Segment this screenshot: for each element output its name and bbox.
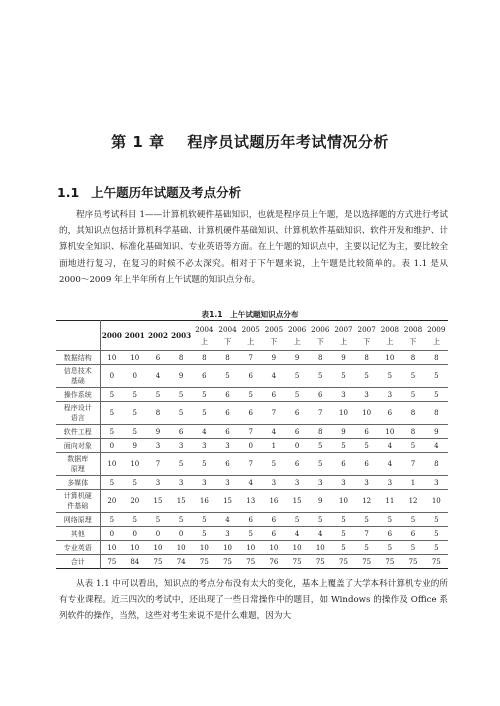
row-label	[56, 439, 100, 453]
table-cell: 8	[401, 402, 424, 425]
table-cell: 7	[239, 351, 262, 365]
table-cell: 5	[425, 541, 448, 555]
table-row	[56, 513, 448, 527]
header-half: 上	[200, 336, 208, 346]
row-label	[56, 513, 100, 527]
table-cell: 15	[286, 490, 309, 513]
table-cell: 10	[286, 541, 309, 555]
table-cell: 5	[123, 425, 146, 439]
table-cell: 5	[193, 388, 216, 402]
header-half: 上	[293, 336, 301, 346]
table-cell: 0	[123, 527, 146, 541]
table-cell: 6	[309, 388, 332, 402]
table-cell: 9	[286, 351, 309, 365]
row-label	[56, 555, 100, 569]
table-cell: 6	[216, 453, 239, 476]
table-row	[56, 476, 448, 490]
table-cell: 5	[286, 365, 309, 388]
header-half: 下	[316, 336, 324, 346]
table-cell: 4	[309, 527, 332, 541]
header-year: 2001	[124, 330, 145, 340]
row-label-line: 程序设计	[63, 404, 92, 412]
table-cell: 10	[123, 351, 146, 365]
table-cell: 5	[170, 513, 193, 527]
table-cell: 7	[401, 453, 424, 476]
table-cell: 8	[146, 402, 169, 425]
table-cell: 10	[425, 490, 448, 513]
table-cell: 16	[262, 490, 285, 513]
row-label-line: 专业英语	[63, 543, 92, 552]
row-label-line: 数据库	[67, 455, 89, 463]
table-cell: 8	[170, 351, 193, 365]
table-cell: 6	[286, 402, 309, 425]
row-label-line: 操作系统	[63, 390, 92, 399]
table-row	[56, 402, 448, 425]
table-cell: 5	[425, 388, 448, 402]
table-cell: 5	[170, 453, 193, 476]
table-cell: 9	[332, 425, 355, 439]
table-cell: 4	[262, 365, 285, 388]
row-label	[56, 490, 100, 513]
header-half: 上	[432, 336, 440, 346]
table-cell: 5	[100, 425, 123, 439]
table-cell: 6	[355, 425, 378, 439]
row-label-line: 网络原理	[63, 515, 92, 524]
table-cell: 75	[315, 557, 325, 566]
table-cell: 10	[193, 541, 216, 555]
table-cell: 5	[309, 439, 332, 453]
table-cell: 3	[332, 388, 355, 402]
table-row	[56, 555, 448, 569]
table-cell: 3	[286, 476, 309, 490]
table-cell: 5	[401, 541, 424, 555]
chapter-title: 程序员试题历年考试情况分析	[187, 133, 389, 151]
table-cell: 3	[193, 476, 216, 490]
header-half: 上	[386, 336, 394, 346]
table-cell: 15	[146, 490, 169, 513]
table-cell: 1	[262, 439, 285, 453]
table-cell: 6	[146, 351, 169, 365]
table-cell: 5	[286, 388, 309, 402]
table-cell: 4	[378, 439, 401, 453]
table-cell: 74	[176, 557, 186, 566]
table-cell: 4	[216, 513, 239, 527]
chapter-heading	[0, 131, 500, 152]
table-cell: 3	[216, 439, 239, 453]
table-cell: 5	[262, 453, 285, 476]
table-header-cell	[286, 321, 309, 351]
table-cell: 7	[262, 402, 285, 425]
table-cell: 5	[193, 513, 216, 527]
table-cell: 8	[401, 425, 424, 439]
row-label	[56, 365, 100, 388]
table-cell: 5	[425, 527, 448, 541]
header-half: 下	[270, 336, 278, 346]
table-header-cell	[123, 321, 146, 351]
table-cell: 8	[401, 351, 424, 365]
table-cell: 5	[193, 527, 216, 541]
row-label-line: 信息技术	[63, 367, 92, 375]
row-label-line: 原理	[70, 465, 85, 473]
table-cell: 5	[401, 365, 424, 388]
table-cell: 6	[262, 527, 285, 541]
table-cell: 3	[378, 476, 401, 490]
table-cell: 0	[123, 365, 146, 388]
table-cell: 3	[309, 476, 332, 490]
header-year: 2002	[147, 330, 168, 340]
row-label	[56, 388, 100, 402]
header-half: 上	[339, 336, 348, 346]
table-header-cell	[332, 321, 355, 351]
table-cell: 5	[355, 365, 378, 388]
table-cell: 0	[170, 527, 193, 541]
table-cell: 5	[401, 439, 424, 453]
table-cell: 9	[309, 490, 332, 513]
row-label	[56, 541, 100, 555]
header-year: 2008	[380, 324, 399, 334]
table-cell: 5	[286, 513, 309, 527]
table-cell: 75	[339, 557, 348, 566]
table-cell: 76	[269, 557, 279, 566]
table-cell: 6	[286, 425, 309, 439]
table-cell: 9	[425, 425, 448, 439]
table-cell: 9	[262, 351, 285, 365]
table-cell: 75	[431, 557, 441, 566]
row-label-line: 基础	[70, 377, 85, 385]
header-half: 下	[363, 336, 371, 346]
table-cell: 3	[216, 476, 239, 490]
table-header-cell	[401, 321, 424, 351]
table-cell: 9	[146, 425, 169, 439]
table-cell: 5	[193, 453, 216, 476]
table-cell: 8	[425, 402, 448, 425]
table-cell: 75	[292, 557, 302, 566]
table-cell: 5	[332, 439, 355, 453]
table-cell: 20	[123, 490, 146, 513]
table-cell: 3	[146, 476, 169, 490]
row-label	[56, 402, 100, 425]
row-label-line: 语言	[70, 414, 85, 422]
header-half: 下	[223, 336, 232, 346]
table-cell: 5	[425, 513, 448, 527]
table-cell: 3	[332, 476, 355, 490]
row-label	[56, 351, 100, 365]
table-cell: 11	[378, 490, 401, 513]
table-cell: 10	[239, 541, 262, 555]
table-header-cell	[425, 321, 448, 351]
table-cell: 6	[355, 453, 378, 476]
table-cell: 5	[100, 513, 123, 527]
table-cell: 10	[378, 425, 401, 439]
table-cell: 5	[146, 388, 169, 402]
table-cell: 75	[199, 557, 209, 566]
table-cell: 10	[309, 541, 332, 555]
table-cell: 75	[385, 557, 395, 566]
table-cell: 5	[378, 513, 401, 527]
table-cell: 3	[262, 476, 285, 490]
table-cell: 3	[355, 476, 378, 490]
table-cell: 16	[193, 490, 216, 513]
table-cell: 5	[123, 476, 146, 490]
header-year: 2006	[287, 324, 307, 334]
table-cell: 5	[309, 365, 332, 388]
table-cell: 3	[216, 527, 239, 541]
table-cell: 8	[216, 351, 239, 365]
table-cell: 5	[332, 365, 355, 388]
table-cell: 5	[401, 388, 424, 402]
table-cell: 5	[355, 541, 378, 555]
table-cell: 5	[100, 476, 123, 490]
table-cell: 5	[309, 513, 332, 527]
table-header-cell	[216, 321, 239, 351]
header-year: 2009	[427, 324, 446, 334]
table-cell: 0	[100, 365, 123, 388]
table-cell: 8	[425, 453, 448, 476]
table-cell: 6	[193, 365, 216, 388]
table-cell: 4	[146, 365, 169, 388]
table-cell: 5	[355, 513, 378, 527]
section-heading	[57, 183, 241, 201]
row-label	[56, 425, 100, 439]
table-cell: 15	[170, 490, 193, 513]
header-half: 上	[247, 336, 255, 346]
table-header-cell	[146, 321, 169, 351]
row-label-line: 数据结构	[63, 353, 92, 362]
table-cell: 6	[332, 453, 355, 476]
table-cell: 6	[239, 402, 262, 425]
table-cell: 10	[123, 453, 146, 476]
table-cell: 4	[286, 527, 309, 541]
section-number: 1.1	[57, 185, 80, 200]
table-cell: 5	[146, 513, 169, 527]
header-year: 2007	[334, 324, 353, 334]
table-cell: 1	[401, 476, 424, 490]
table-cell: 9	[332, 351, 355, 365]
table-cell: 15	[216, 490, 239, 513]
table-cell: 4	[378, 453, 401, 476]
header-year: 2007	[357, 324, 376, 334]
table-cell: 6	[378, 527, 401, 541]
table-header-cell	[309, 321, 332, 351]
table-row	[56, 365, 448, 388]
table-cell: 6	[216, 425, 239, 439]
header-year: 2006	[311, 324, 330, 334]
table-cell: 6	[239, 365, 262, 388]
table-cell: 7	[355, 527, 378, 541]
section-title: 上午题历年试题及考点分析	[91, 185, 242, 200]
table-cell: 5	[401, 513, 424, 527]
row-label-line: 软件工程	[63, 427, 92, 436]
table-cell: 5	[170, 402, 193, 425]
row-label-line: 件基础	[67, 502, 89, 510]
intro-paragraph: 程序员考试科目 1——计算机软硬件基础知识，也就是程序员上午题，是以选择题的方式进行考试的，其知识点包括计算机科学基础、计算机硬件基础知识、计算机软件基础知识、软件开发和维护、计算机安全知识、标准化基础知识、专业英语等方面。在上午题的知识点中，主要以记忆为主，要比较全面地进行复习，在复习的时候不必太深究。相对于下午题来说，上午题是比较简单的。表 1.1 是从 2000～2009 年上半年所有上午试题的知识点分布。	[59, 210, 448, 285]
table-header-cell	[378, 321, 401, 351]
table-cell: 12	[401, 490, 424, 513]
table-cell: 10	[123, 541, 146, 555]
table-cell: 10	[170, 541, 193, 555]
table-header-cell	[239, 321, 262, 351]
table-cell: 4	[239, 476, 262, 490]
table-cell: 6	[262, 513, 285, 527]
table-cell: 3	[170, 439, 193, 453]
row-label	[56, 453, 100, 476]
table-cell: 5	[123, 402, 146, 425]
table-cell: 5	[378, 541, 401, 555]
table-cell: 5	[332, 541, 355, 555]
header-year: 2000	[101, 330, 122, 340]
table-cell: 0	[146, 527, 169, 541]
table-cell: 4	[262, 425, 285, 439]
table-cell: 75	[223, 557, 232, 566]
table-row	[56, 439, 448, 453]
table-cell: 5	[425, 365, 448, 388]
table-cell: 3	[170, 476, 193, 490]
table-cell: 8	[355, 351, 378, 365]
table-cell: 3	[355, 388, 378, 402]
table-header-cell	[100, 321, 123, 351]
header-year: 2004	[218, 324, 237, 334]
table-cell: 12	[355, 490, 378, 513]
table-cell: 10	[100, 541, 123, 555]
table-cell: 6	[401, 527, 424, 541]
table-row	[56, 425, 448, 439]
table-cell: 10	[355, 402, 378, 425]
table-cell: 3	[425, 476, 448, 490]
table-header-cell	[193, 321, 216, 351]
row-label	[56, 476, 100, 490]
table-row	[56, 453, 448, 476]
table-cell: 10	[100, 351, 123, 365]
table-cell: 5	[239, 388, 262, 402]
table-cell: 75	[107, 557, 117, 566]
table-cell: 7	[239, 425, 262, 439]
row-label-line: 计算机硬	[63, 492, 92, 500]
table-cell: 75	[153, 557, 163, 566]
table-cell: 6	[262, 388, 285, 402]
table-cell: 10	[100, 453, 123, 476]
table-cell: 7	[309, 402, 332, 425]
table-caption: 表1.1 上午试题知识点分布	[201, 310, 299, 319]
table-cell: 13	[239, 490, 262, 513]
table-cell: 5	[332, 513, 355, 527]
table-cell: 8	[193, 351, 216, 365]
table-header-row	[56, 321, 448, 351]
table-cell: 6	[378, 402, 401, 425]
table-cell: 8	[309, 425, 332, 439]
header-half: 下	[409, 336, 417, 346]
table-cell: 6	[286, 453, 309, 476]
table-cell: 5	[100, 402, 123, 425]
table-cell: 0	[239, 439, 262, 453]
table-cell: 5	[170, 388, 193, 402]
table-cell: 0	[100, 527, 123, 541]
table-cell: 10	[262, 541, 285, 555]
table-cell: 10	[146, 541, 169, 555]
table-header-cell	[355, 321, 378, 351]
table-cell: 5	[123, 388, 146, 402]
table-cell: 4	[193, 425, 216, 439]
knowledge-distribution-table	[56, 320, 448, 569]
table-cell: 6	[239, 513, 262, 527]
row-label-line: 其他	[70, 529, 85, 538]
table-cell: 8	[425, 351, 448, 365]
table-cell: 3	[193, 439, 216, 453]
table-cell: 9	[170, 365, 193, 388]
table-cell: 3	[378, 388, 401, 402]
table-cell: 10	[332, 490, 355, 513]
table-cell: 0	[100, 439, 123, 453]
table-cell: 9	[123, 439, 146, 453]
table-cell: 8	[309, 351, 332, 365]
table-cell: 3	[146, 439, 169, 453]
table-header-cell	[170, 321, 193, 351]
table-cell: 75	[408, 557, 418, 566]
table-cell: 5	[309, 453, 332, 476]
table-cell: 5	[193, 402, 216, 425]
row-label-line: 面向对象	[63, 441, 92, 450]
table-cell: 75	[246, 557, 256, 566]
table-cell: 0	[286, 439, 309, 453]
table-cell: 10	[332, 402, 355, 425]
row-label-line: 多媒体	[67, 478, 89, 487]
chapter-number: 第 1 章	[111, 133, 165, 151]
table-cell: 6	[170, 425, 193, 439]
table-cell: 7	[239, 453, 262, 476]
table-cell: 5	[239, 527, 262, 541]
table-cell: 6	[216, 388, 239, 402]
table-cell: 7	[146, 453, 169, 476]
table-row	[56, 351, 448, 365]
table-header-cell	[262, 321, 285, 351]
table-cell: 4	[425, 439, 448, 453]
table-cell: 75	[362, 557, 372, 566]
table-cell: 10	[216, 541, 239, 555]
table-cell: 5	[216, 365, 239, 388]
table-row	[56, 541, 448, 555]
table-cell: 5	[378, 365, 401, 388]
table-cell: 5	[123, 513, 146, 527]
table-header-corner	[56, 321, 100, 351]
table-row	[56, 388, 448, 402]
table-cell: 10	[378, 351, 401, 365]
table-row	[56, 527, 448, 541]
table-cell: 5	[100, 388, 123, 402]
header-year: 2004	[195, 324, 214, 334]
row-label	[56, 527, 100, 541]
table-row	[56, 490, 448, 513]
table-cell: 5	[332, 527, 355, 541]
table-cell: 20	[100, 490, 123, 513]
header-year: 2005	[241, 324, 260, 334]
header-year: 2008	[403, 324, 423, 334]
analysis-paragraph: 从表 1.1 中可以看出，知识点的考点分布没有太大的变化，基本上覆盖了大学本科计算机专业的所有专业课程。近三四次的考试中，还出现了一些日常操作中的题目，如 Windows 的操作及 Office 系列软件的操作，当然，这些对考生来说不是什么难题，因为大	[59, 579, 448, 622]
row-label-line: 合计	[70, 557, 85, 566]
table-cell: 84	[130, 557, 140, 566]
header-year: 2003	[171, 330, 192, 340]
table-cell: 5	[355, 439, 378, 453]
header-year: 2005	[264, 324, 284, 334]
table-cell: 6	[216, 402, 239, 425]
